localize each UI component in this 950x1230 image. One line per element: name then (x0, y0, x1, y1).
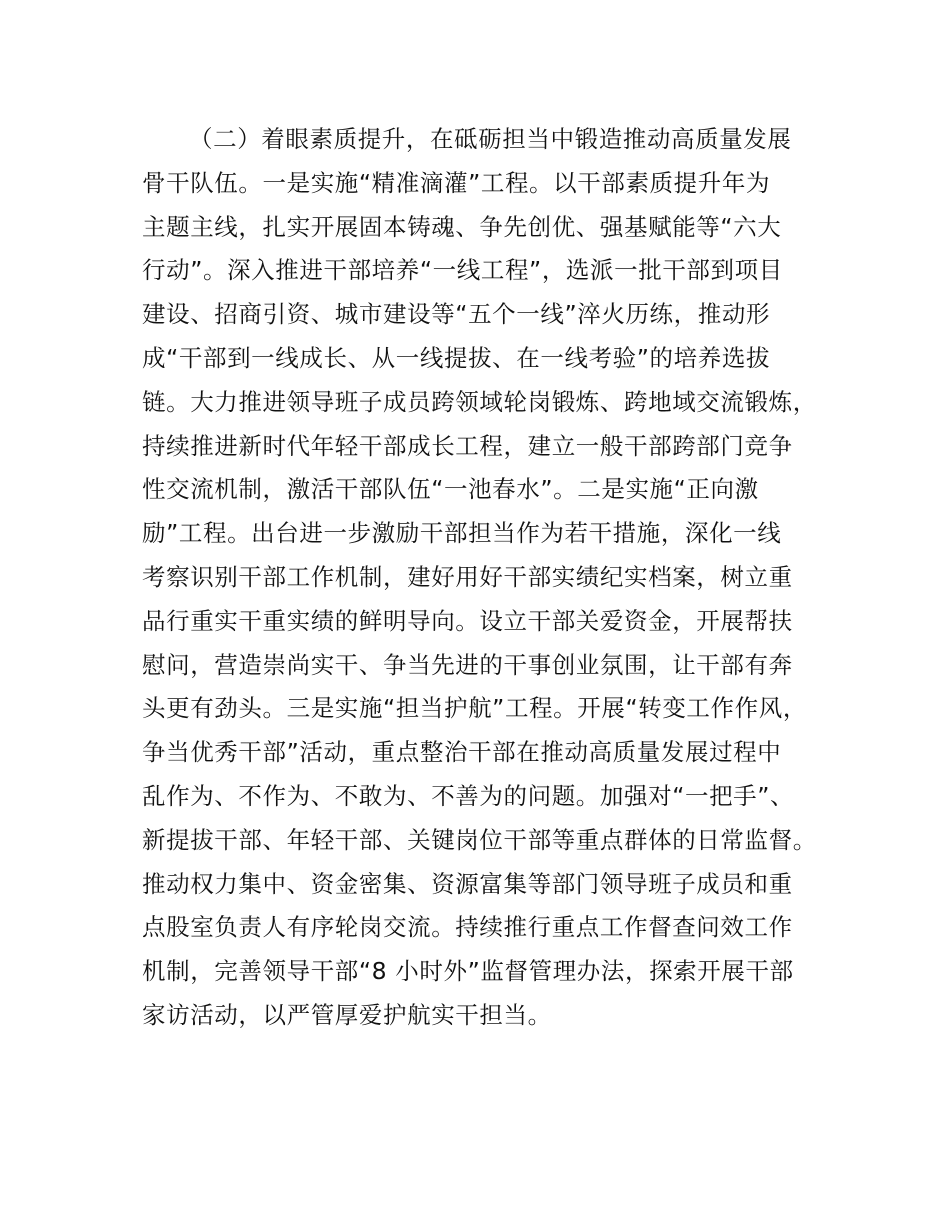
paragraph-line: 链。大力推进领导班子成员跨领域轮岗锻炼、跨地域交流锻炼， (142, 387, 817, 416)
paragraph-line: （二）着眼素质提升，在砥砺担当中锻造推动高质量发展 (189, 125, 792, 153)
paragraph-line: 慰问，营造崇尚实干、争当先进的干事创业氛围，让干部有奔 (142, 650, 793, 679)
paragraph-line: 机制，完善领导干部“8 小时外”监督管理办法，探索开展干部 (142, 957, 794, 986)
paragraph-line: 新提拔干部、年轻干部、关键岗位干部等重点群体的日常监督。 (142, 825, 817, 854)
paragraph-line: 成“干部到一线成长、从一线提拔、在一线考验”的培养选拔 (142, 343, 771, 372)
paragraph-line: 头更有劲头。三是实施“担当护航”工程。开展“转变工作作风， (142, 694, 807, 723)
paragraph-line: 乱作为、不作为、不敢为、不善为的问题。加强对“一把手”、 (142, 781, 795, 810)
paragraph-line: 品行重实干重实绩的鲜明导向。设立干部关爱资金，开展帮扶 (142, 606, 793, 635)
paragraph-line: 建设、招商引资、城市建设等“五个一线”淬火历练，推动形 (142, 300, 771, 329)
paragraph-line: 骨干队伍。一是实施“精准滴灌”工程。以干部素质提升年为 (142, 168, 771, 197)
paragraph-line: 性交流机制，激活干部队伍“一池春水”。二是实施“正向激 (142, 475, 759, 504)
paragraph-line: 推动权力集中、资金密集、资源富集等部门领导班子成员和重 (142, 869, 793, 898)
paragraph-line: 持续推进新时代年轻干部成长工程，建立一般干部跨部门竞争 (142, 431, 793, 460)
body-paragraph (142, 118, 832, 1038)
paragraph-line: 点股室负责人有序轮岗交流。持续推行重点工作督查问效工作 (142, 913, 793, 942)
paragraph-line: 家访活动，以严管厚爱护航实干担当。 (142, 1000, 552, 1029)
paragraph-line: 励”工程。出台进一步激励干部担当作为若干措施，深化一线 (142, 519, 782, 548)
paragraph-line: 主题主线，扎实开展固本铸魂、争先创优、强基赋能等“六大 (142, 212, 782, 241)
paragraph-line: 争当优秀干部”活动，重点整治干部在推动高质量发展过程中 (142, 738, 782, 767)
paragraph-line: 考察识别干部工作机制，建好用好干部实绩纪实档案，树立重 (142, 562, 793, 591)
paragraph-line: 行动”。深入推进干部培养“一线工程”，选派一批干部到项目 (142, 256, 783, 285)
